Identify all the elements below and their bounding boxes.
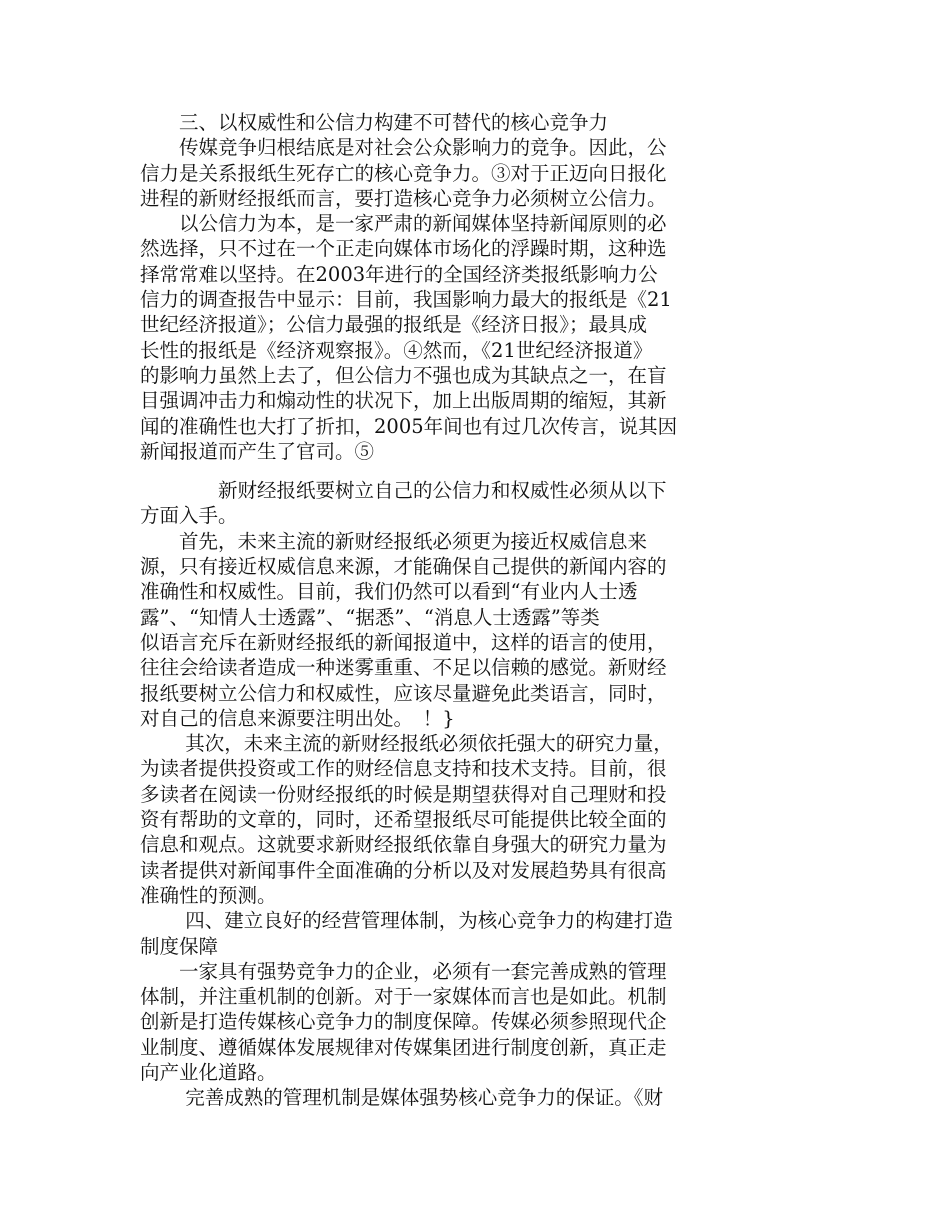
text-line: 世纪经济报道》；公信力最强的报纸是《经济日报》；最具成: [140, 313, 648, 337]
text-line: 体制，并注重机制的创新。对于一家媒体而言也是如此。机制: [140, 985, 667, 1009]
text-line: 传媒竞争归根结底是对社会公众影响力的竞争。因此，公: [140, 136, 667, 160]
text-line: 一家具有强势竞争力的企业，必须有一套完善成熟的管理: [140, 959, 667, 983]
text-line: 择常常难以坚持。在2003年进行的全国经济类报纸影响力公: [140, 262, 658, 286]
text-line: 往往会给读者造成一种迷雾重重、不足以信赖的感觉。新财经: [140, 656, 667, 680]
text-line: 的影响力虽然上去了，但公信力不强也成为其缺点之一，在盲: [140, 363, 667, 387]
section-heading: 制度保障: [140, 934, 219, 958]
text-line: 信力的调查报告中显示：目前，我国影响力最大的报纸是《21: [140, 288, 672, 312]
text-line: 新闻报道而产生了官司。⑤: [140, 439, 375, 463]
text-line: 准确性和权威性。目前，我们仍然可以看到“有业内人士透: [140, 580, 638, 604]
text-line: 完善成熟的管理机制是媒体强势核心竞争力的保证。《财: [140, 1086, 663, 1110]
section-heading: 三、以权威性和公信力构建不可替代的核心竞争力: [140, 111, 609, 134]
section-heading: 四、建立良好的经营管理体制，为核心竞争力的构建打造: [140, 909, 673, 933]
text-line: 创新是打造传媒核心竞争力的制度保障。传媒必须参照现代企: [140, 1010, 667, 1034]
text-line: 首先，未来主流的新财经报纸必须更为接近权威信息来: [140, 529, 648, 553]
text-line: 报纸要树立公信力和权威性，应该尽量避免此类语言，同时，: [140, 681, 667, 705]
text-line: 准确性的预测。: [140, 883, 277, 907]
text-line: 似语言充斥在新财经报纸的新闻报道中，这样的语言的使用，: [140, 630, 667, 654]
document-page: [140, 110, 740, 1111]
text-line: 其次，未来主流的新财经报纸必须依托强大的研究力量，: [140, 732, 673, 756]
text-line: 多读者在阅读一份财经报纸的时候是期望获得对自己理财和投: [140, 782, 667, 806]
text-line: 向产业化道路。: [140, 1060, 277, 1084]
text-line: 资有帮助的文章的，同时，还希望报纸尽可能提供比较全面的: [140, 808, 667, 832]
text-line: 目强调冲击力和煽动性的状况下，加上出版周期的缩短，其新: [140, 389, 667, 413]
text-line: 进程的新财经报纸而言，要打造核心竞争力必须树立公信力。: [140, 186, 667, 210]
text-line: 读者提供对新闻事件全面准确的分析以及对发展趋势具有很高: [140, 858, 667, 882]
text-line: 业制度、遵循媒体发展规律对传媒集团进行制度创新，真正走: [140, 1035, 667, 1059]
text-line: 为读者提供投资或工作的财经信息支持和技术支持。目前，很: [140, 757, 667, 781]
text-line: 源，只有接近权威信息来源，才能确保自己提供的新闻内容的: [140, 555, 667, 579]
text-line: 信息和观点。这就要求新财经报纸依靠自身强大的研究力量为: [140, 833, 667, 857]
text-line: 新财经报纸要树立自己的公信力和权威性必须从以下: [140, 479, 667, 503]
text-line: 然选择，只不过在一个正走向媒体市场化的浮躁时期，这种选: [140, 237, 667, 261]
text-line: 长性的报纸是《经济观察报》。④然而，《21世纪经济报道》: [140, 338, 653, 362]
text-line: 露”、“知情人士透露”、“据悉”、“消息人士透露”等类: [140, 605, 600, 629]
text-line: 对自己的信息来源要注明出处。 ！}: [140, 706, 455, 730]
text-line: 以公信力为本，是一家严肃的新闻媒体坚持新闻原则的必: [140, 212, 667, 236]
paragraph-gap: [140, 464, 740, 478]
text-line: 闻的准确性也大打了折扣，2005年间也有过几次传言，说其因: [140, 414, 678, 438]
text-line: 信力是关系报纸生死存亡的核心竞争力。③对于正迈向日报化: [140, 161, 667, 185]
text-line: 方面入手。: [140, 504, 238, 528]
